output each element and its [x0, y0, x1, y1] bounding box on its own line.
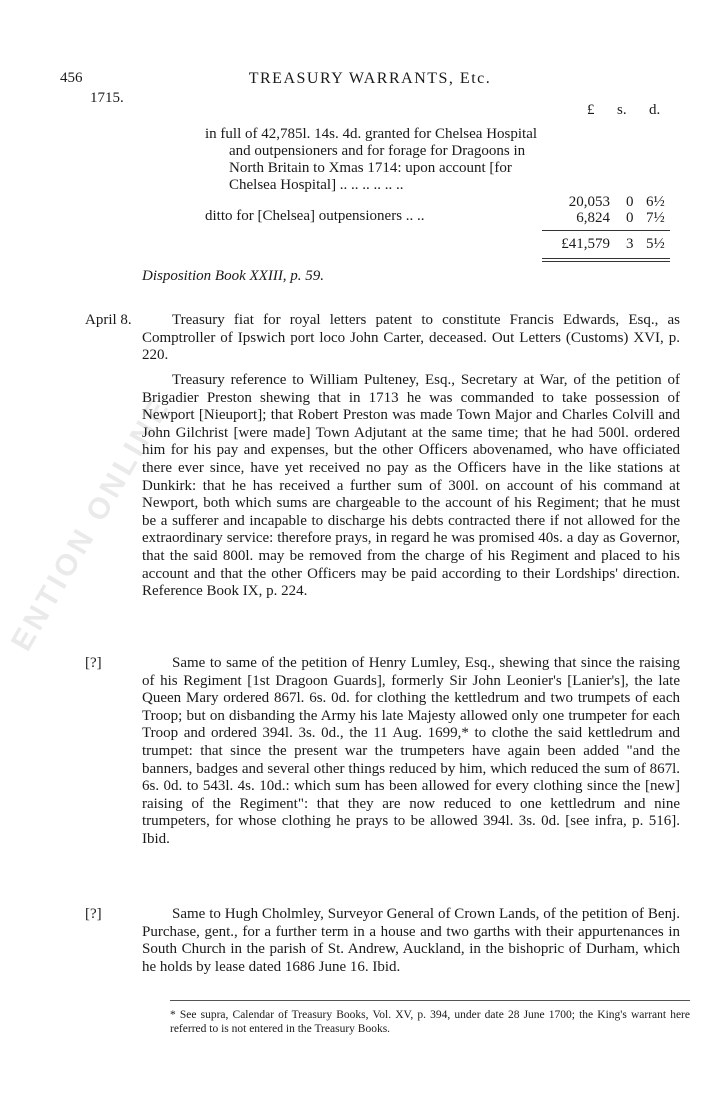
pounds-head: £	[587, 102, 595, 118]
total-pounds: £41,579	[561, 236, 610, 252]
running-title: TREASURY WARRANTS, Etc.	[248, 70, 492, 87]
page-header	[60, 70, 680, 106]
total-rule	[542, 258, 670, 259]
total-rule	[542, 261, 670, 262]
account-entry-amount	[548, 210, 678, 228]
account-total	[548, 236, 678, 254]
footnote: * See supra, Calendar of Treasury Books, Vol. XV, p. 394, under date 28 June 1700; the King's warrant here referred to is not entered in the Treasury Books.	[170, 1009, 690, 1035]
paragraph: Same to Hugh Cholmley, Surveyor General of Crown Lands, of the petition of Benj. Purchase, gent., for a further term in a house and two garths with their appurtenances in South Church in the parish of St. Andrew, Auckland, in the bishopric of Durham, which he holds by lease dated 1686 June 16. Ibid.	[142, 906, 680, 975]
total-shillings: 3	[626, 236, 634, 252]
amount-pence: 7½	[646, 210, 665, 226]
date-marginal: [?]	[85, 906, 102, 922]
pence-head: d.	[649, 102, 661, 118]
amount-pence: 6½	[646, 194, 665, 210]
footnote-rule	[170, 1000, 690, 1001]
date-marginal: [?]	[85, 655, 102, 671]
paragraph: Treasury fiat for royal letters patent to constitute Francis Edwards, Esq., as Comptroller of Ipswich port loco John Carter, deceased. Out Letters (Customs) XVI, p. 220.	[142, 312, 680, 364]
account-entry-text: ditto for [Chelsea] outpensioners .. ..	[205, 208, 425, 224]
shillings-head: s.	[617, 102, 627, 118]
year-marginal: 1715.	[90, 90, 124, 106]
amount-pounds: 6,824	[576, 210, 610, 226]
paragraph: Treasury reference to William Pulteney, Esq., Secretary at War, of the petition of Brigadier Preston shewing that in 1713 he was commanded to take possession of Newport [Nieuport]; that Robert Preston was made Town Major and Charles Colvill and John Gilchrist [were made] Town Adjutant at the same time; that he had 500l. ordered him for his pay and expenses, but the other Officers abovenamed, who have officiated there ever since, have yet received no pay as the Officers have in the like stations at Dunkirk: that he has received a further sum of 300l. on account of his command at Newport, both which sums are chargeable to the account of his Regiment; that he must be a sufferer and incapable to discharge his debts contracted there if not allowed for the extraordinary service: therefore prays, in regard he was promised 40s. a day as Governor, that the said 800l. may be removed from the charge of his Regiment and placed to his account and that the other Officers may be paid according to their Lordships' direction. Reference Book IX, p. 224.	[142, 372, 680, 600]
page-number: 456	[60, 70, 83, 86]
sum-rule	[542, 230, 670, 231]
amount-pounds: 20,053	[568, 194, 610, 210]
paragraph: Same to same of the petition of Henry Lumley, Esq., shewing that since the raising of his Regiment [1st Dragoon Guards], formerly Sir John Leonier's [Lanier's], the late Queen Mary ordered 867l. 6s. 0d. for clothing the kettledrum and two trumpets of each Troop; but on disbanding the Army his late Majesty allowed only one trumpeter for each Troop and ordered 394l. 3s. 0d., the 11 Aug. 1699,* to clothe the said kettledrum and trumpet: that since the present war the trumpeters have again been added "and the banners, badges and several other things reduced by him, which reduced the sum of 867l. 6s. 0d. to 543l. 4s. 10d.: which sum has been allowed for every clothing since the [new] raising of the Regiment": that they are now reduced to one kettledrum and nine trumpeters, for whose clothing he prays to be allowed 394l. 3s. 0d. [see infra, p. 516]. Ibid.	[142, 655, 680, 847]
amount-shillings: 0	[626, 210, 634, 226]
account-entry-text: in full of 42,785l. 14s. 4d. granted for Chelsea Hospital and outpensioners and for forage for Dragoons in North Britain to Xmas 1714: upon account [for Chelsea Hospital] .. .. .. .. .. ..	[205, 126, 538, 193]
source-reference: Disposition Book XXIII, p. 59.	[142, 268, 325, 284]
amount-shillings: 0	[626, 194, 634, 210]
watermark: ENTION ONLINE	[5, 391, 178, 657]
total-pence: 5½	[646, 236, 665, 252]
date-marginal: April 8.	[85, 312, 132, 328]
money-column-heads	[555, 102, 675, 122]
